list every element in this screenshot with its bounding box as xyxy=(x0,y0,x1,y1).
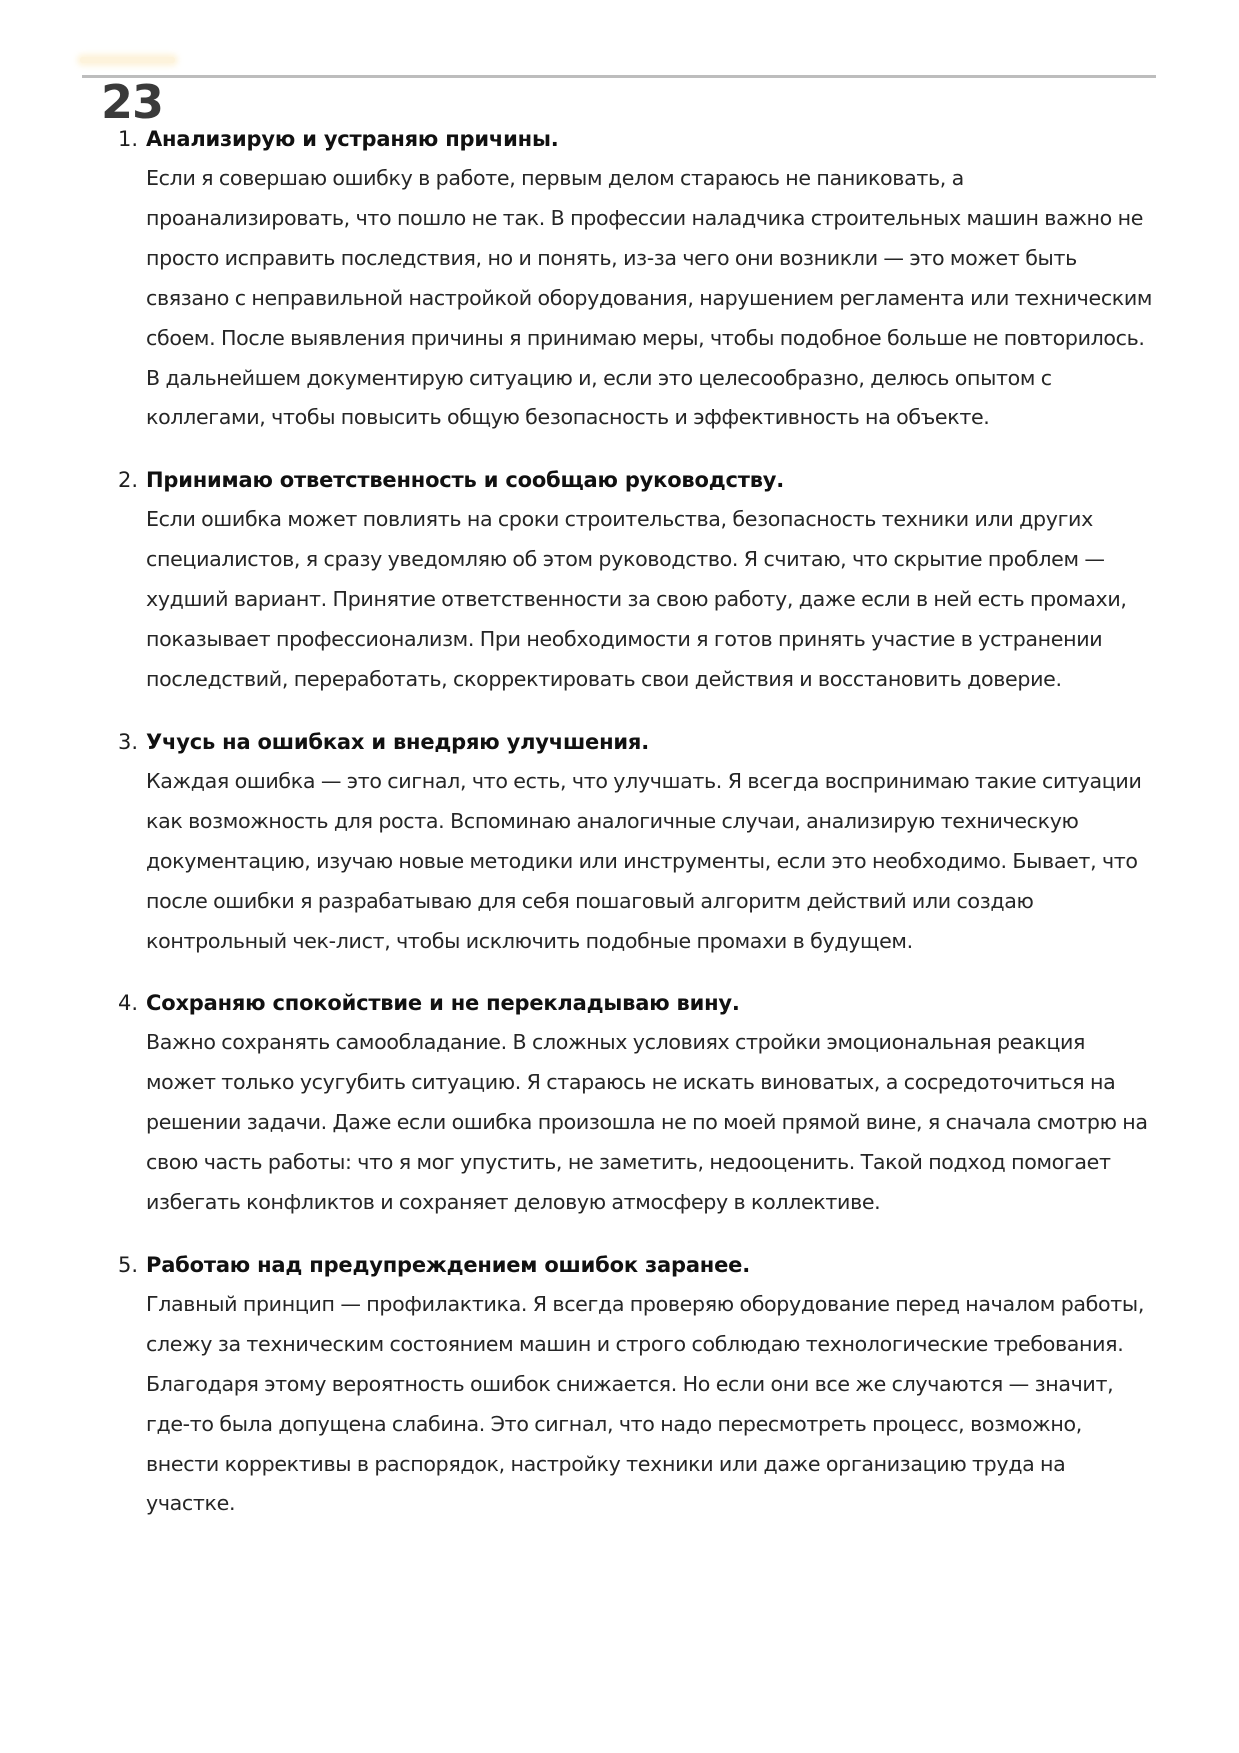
page-number: 23 xyxy=(101,75,164,129)
list-item-number: 3. xyxy=(118,729,139,754)
list-item-number: 1. xyxy=(118,127,139,151)
list-item-body: Главный принцип — профилактика. Я всегда проверяю оборудование перед началом работы, слежу за техническим состоянием машин и строго соблюдаю технологические требования. Благодаря этому вероятность ошибок снижается. Но если они все же случаются — значит, где-то была допущена слабина. Это сигнал, что надо пересмотреть процесс, возможно, внести коррективы в распорядок, настройку техники или даже организацию труда на участке. xyxy=(146,1291,1145,1516)
list-item xyxy=(100,460,1160,700)
list-item-title: Анализирую и устраняю причины. xyxy=(146,127,559,151)
list-item-body: Если ошибка может повлиять на сроки строительства, безопасность техники или других специалистов, я сразу уведомляю об этом руководство. Я считаю, что скрытие проблем — худший вариант. Принятие ответственности за свою работу, даже если в ней есть промахи, показывает профессионализм. При необходимости я готов принять участие в устранении последствий, переработать, скорректировать свои действия и восстановить доверие. xyxy=(146,507,1127,691)
list-item xyxy=(100,722,1160,962)
header-highlight-mark xyxy=(80,57,175,63)
numbered-list xyxy=(100,119,1160,1546)
header-divider xyxy=(82,75,1156,78)
list-item-body: Важно сохранять самообладание. В сложных условиях стройки эмоциональная реакция может только усугубить ситуацию. Я стараюсь не искать виноватых, а сосредоточиться на решении задачи. Даже если ошибка произошла не по моей прямой вине, я сначала смотрю на свою часть работы: что я мог упустить, не заметить, недооценить. Такой подход помогает избегать конфликтов и сохраняет деловую атмосферу в коллективе. xyxy=(146,1030,1148,1215)
list-item-title: Работаю над предупреждением ошибок заранее. xyxy=(146,1252,750,1277)
list-item-title: Сохраняю спокойствие и не перекладываю вину. xyxy=(146,991,740,1016)
list-item-body: Если я совершаю ошибку в работе, первым делом стараюсь не паниковать, а проанализировать, что пошло не так. В профессии наладчика строительных машин важно не просто исправить последствия, но и понять, из-за чего они возникли — это может быть связано с неправильной настройкой оборудования, нарушением регламента или техническим сбоем. После выявления причины я принимаю меры, чтобы подобное больше не повторилось. В дальнейшем документирую ситуацию и, если это целесообразно, делюсь опытом с коллегами, чтобы повысить общую безопасность и эффективность на объекте. xyxy=(146,166,1153,430)
list-item xyxy=(100,119,1160,438)
list-item xyxy=(100,1245,1160,1524)
list-item-body: Каждая ошибка — это сигнал, что есть, что улучшать. Я всегда воспринимаю такие ситуации как возможность для роста. Вспоминаю аналогичные случаи, анализирую техническую документацию, изучаю новые методики или инструменты, если это необходимо. Бывает, что после ошибки я разрабатываю для себя пошаговый алгоритм действий или создаю контрольный чек-лист, чтобы исключить подобные промахи в будущем. xyxy=(146,768,1142,953)
list-item-number: 4. xyxy=(118,991,139,1016)
list-item-title: Учусь на ошибках и внедряю улучшения. xyxy=(146,729,649,754)
list-item xyxy=(100,983,1160,1223)
list-item-title: Принимаю ответственность и сообщаю руководству. xyxy=(146,468,785,493)
list-item-number: 5. xyxy=(118,1252,139,1277)
list-item-number: 2. xyxy=(118,468,139,493)
